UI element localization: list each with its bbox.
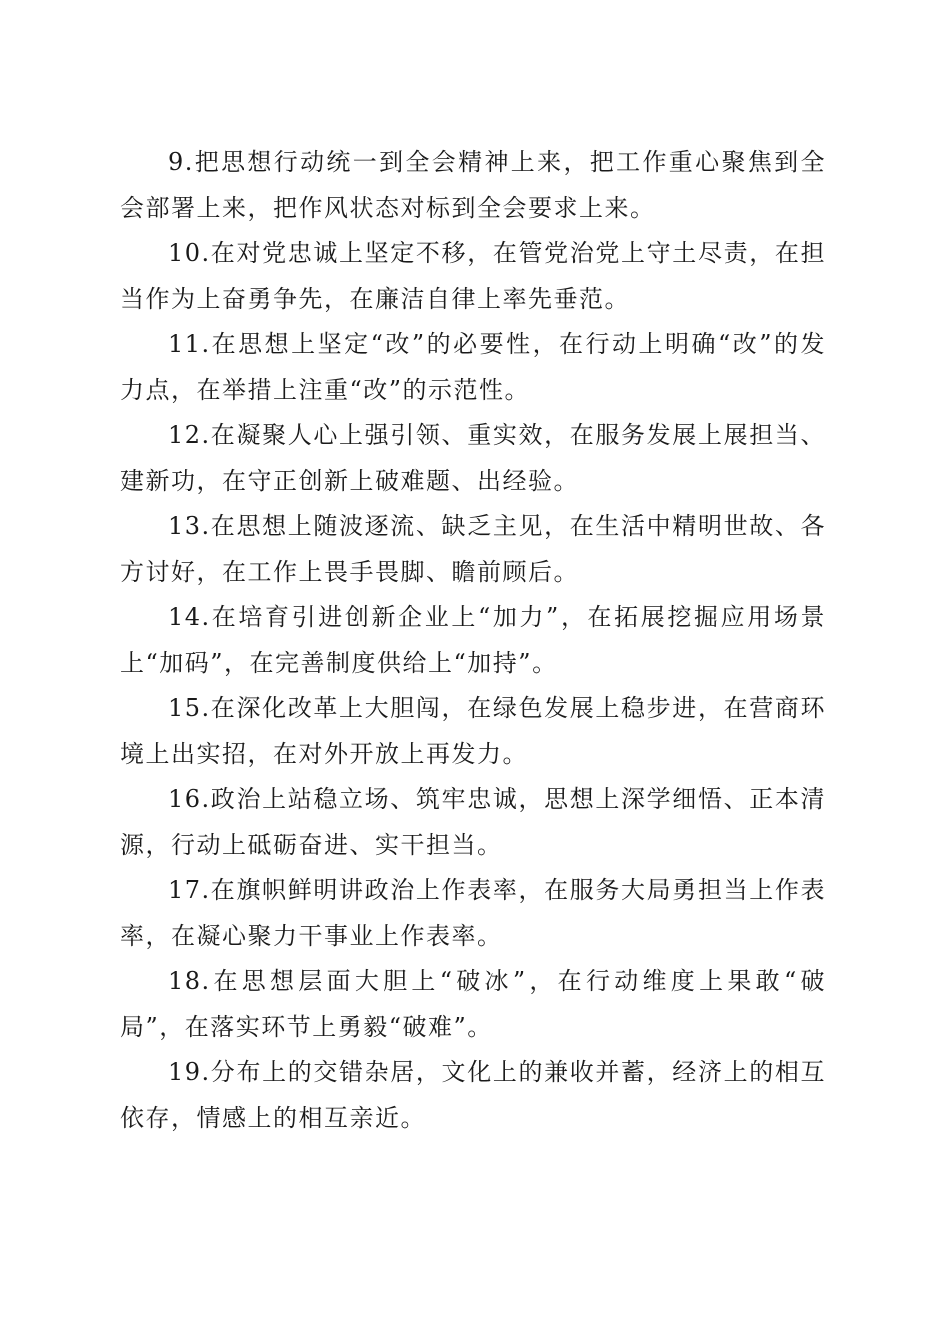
paragraph-12: 12.在凝聚人心上强引领、重实效，在服务发展上展担当、建新功，在守正创新上破难题、出经验。 — [120, 421, 826, 495]
paragraph-11: 11.在思想上坚定“改”的必要性，在行动上明确“改”的发力点，在举措上注重“改”的示范性。 — [120, 330, 826, 404]
paragraph-19: 19.分布上的交错杂居，文化上的兼收并蓄，经济上的相互依存，情感上的相互亲近。 — [120, 1058, 826, 1132]
paragraph-14: 14.在培育引进创新企业上“加力”，在拓展挖掘应用场景上“加码”，在完善制度供给上“加持”。 — [120, 603, 826, 677]
paragraph-13: 13.在思想上随波逐流、缺乏主见，在生活中精明世故、各方讨好，在工作上畏手畏脚、瞻前顾后。 — [120, 512, 826, 586]
paragraph-10: 10.在对党忠诚上坚定不移，在管党治党上守土尽责，在担当作为上奋勇争先，在廉洁自律上率先垂范。 — [120, 239, 826, 313]
paragraph-18: 18.在思想层面大胆上“破冰”，在行动维度上果敢“破局”，在落实环节上勇毅“破难”。 — [120, 967, 826, 1041]
paragraph-17: 17.在旗帜鲜明讲政治上作表率，在服务大局勇担当上作表率，在凝心聚力干事业上作表率。 — [120, 876, 826, 950]
paragraph-15: 15.在深化改革上大胆闯，在绿色发展上稳步进，在营商环境上出实招，在对外开放上再发力。 — [120, 694, 826, 768]
paragraph-9: 9.把思想行动统一到全会精神上来，把工作重心聚焦到全会部署上来，把作风状态对标到全会要求上来。 — [120, 148, 826, 222]
document-body — [120, 140, 826, 1141]
paragraph-16: 16.政治上站稳立场、筑牢忠诚，思想上深学细悟、正本清源，行动上砥砺奋进、实干担当。 — [120, 785, 826, 859]
